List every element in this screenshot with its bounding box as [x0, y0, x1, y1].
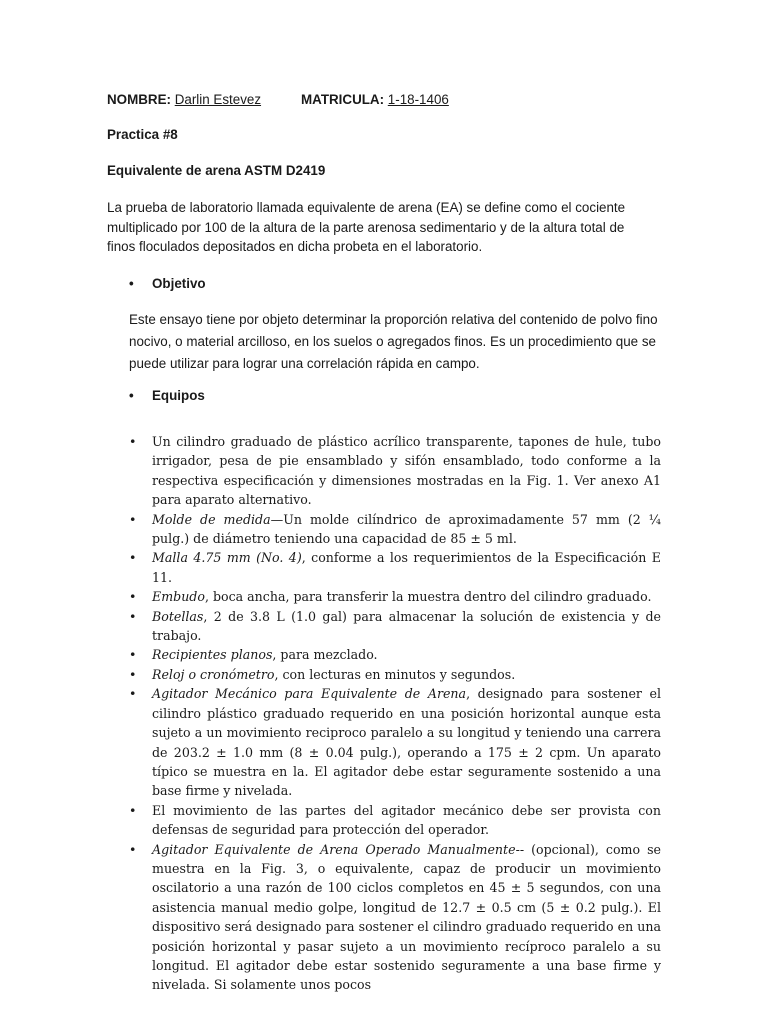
section-title-equipos: Equipos [152, 388, 205, 403]
equipment-item-text: , 2 de 3.8 L (1.0 gal) para almacenar la solución de existencia y de trabajo. [152, 608, 661, 644]
equipment-item-text: , conforme a los requerimientos de la Especificación E 11. [152, 550, 661, 585]
equipment-item-name: Embudo [152, 589, 205, 605]
equipment-list [129, 432, 661, 995]
name-label: NOMBRE: [107, 92, 171, 107]
section-title-objetivo: Objetivo [152, 276, 206, 291]
equipment-item-text: —Un molde cilíndrico de aproximadamente 57 mm (2 ¼ pulg.) de diámetro teniendo una capacidad de 85 ± 5 ml. [152, 511, 661, 547]
equipment-item-text: , para mezclado. [272, 647, 378, 663]
equipment-item [129, 432, 661, 510]
section-bullet: • [129, 276, 134, 291]
matricula-label: MATRICULA: [301, 92, 385, 107]
equipment-item [129, 801, 661, 840]
equipment-item [129, 645, 661, 664]
equipment-item-text: El movimiento de las partes del agitador mecánico debe ser provista con defensas de seguridad para protección del operador. [152, 802, 661, 838]
matricula-group [301, 92, 449, 107]
equipment-item-text: , boca ancha, para transferir la muestra dentro del cilindro graduado. [204, 589, 652, 605]
list-bullet: • [129, 802, 137, 818]
list-bullet: • [129, 550, 137, 566]
name-value: Darlin Estevez [174, 92, 262, 107]
equipment-item-name: Molde de medida [152, 511, 271, 527]
matricula-value: 1-18-1406 [387, 92, 449, 107]
intro-paragraph: La prueba de laboratorio llamada equivalente de arena (EA) se define como el cociente multiplicado por 100 de la altura de la parte arenosa sedimentario y de la altura total de finos floculados depositados en dicha probeta en el laboratorio. [107, 200, 626, 254]
equipment-item-text: , designado para sostener el cilindro plástico graduado requerido en una posición horizontal aunque esta sujeto a un movimiento reciproco paralelo a su longitud y teniendo una carrera de 203.2 ± 1.0 mm (8 ± 0.04 pulg.), operando a 175 ± 2 cpm. Un aparato típico se muestra en la. El agitador debe estar seguramente sostenido a una base firme y nivelada. [152, 686, 662, 799]
equipment-item [129, 665, 661, 684]
equipment-item-name: Agitador Equivalente de Arena Operado Manualmente [152, 841, 516, 857]
document-title: Equivalente de arena ASTM D2419 [107, 163, 326, 178]
section-bullet: • [129, 388, 134, 403]
list-bullet: • [129, 434, 137, 449]
equipment-item-name: Malla 4.75 mm (No. 4) [152, 550, 302, 566]
equipment-item [129, 684, 661, 800]
equipment-item-text: -- (opcional), como se muestra en la Fig. 3, o equivalente, capaz de producir un movimiento oscilatorio a una razón de 100 ciclos completos en 45 ± 5 segundos, con una asistencia manual medio golpe, longitud de 12.7 ± 0.5 cm (5 ± 0.2 pulg.). El dispositivo será designado para sostener el cilindro graduado requerido en una posición horizontal y pasar sujeto a un movimiento recíproco paralelo a su longitud. El agitador debe estar sostenido seguramente a una base firme y nivelada. Si solamente unos pocos [152, 841, 662, 993]
list-bullet: • [129, 589, 137, 605]
equipment-item-name: Recipientes planos [152, 647, 273, 663]
list-bullet: • [129, 841, 137, 857]
equipment-item-text: Un cilindro graduado de plástico acrílico transparente, tapones de hule, tubo irrigador, pesa de pie ensamblado y sifón ensamblado, todo conforme a la respectiva especificación y dimensiones mostradas en la Fig. 1. Ver anexo A1 para aparato alternativo. [152, 434, 661, 508]
list-bullet: • [129, 608, 137, 624]
objetivo-paragraph: Este ensayo tiene por objeto determinar la proporción relativa del contenido de polvo fino nocivo, o material arcilloso, en los suelos o agregados finos. Es un procedimiento que se puede utilizar para lograr una correlación rápida en campo. [129, 312, 658, 371]
equipment-item [129, 587, 661, 606]
list-bullet: • [129, 647, 137, 663]
equipment-item-name: Reloj o cronómetro [152, 666, 275, 682]
list-bullet: • [129, 666, 137, 682]
equipment-item-name: Botellas [152, 608, 204, 624]
list-bullet: • [129, 511, 137, 527]
equipment-item [129, 548, 661, 587]
equipment-item [129, 510, 661, 549]
list-bullet: • [129, 686, 137, 702]
equipment-item-text: , con lecturas en minutos y segundos. [274, 666, 516, 682]
equipment-item [129, 840, 661, 995]
practice-number: Practica #8 [107, 127, 178, 142]
equipment-item-name: Agitador Mecánico para Equivalente de Arena [152, 686, 467, 702]
header-line [107, 92, 449, 107]
equipment-item [129, 607, 661, 646]
